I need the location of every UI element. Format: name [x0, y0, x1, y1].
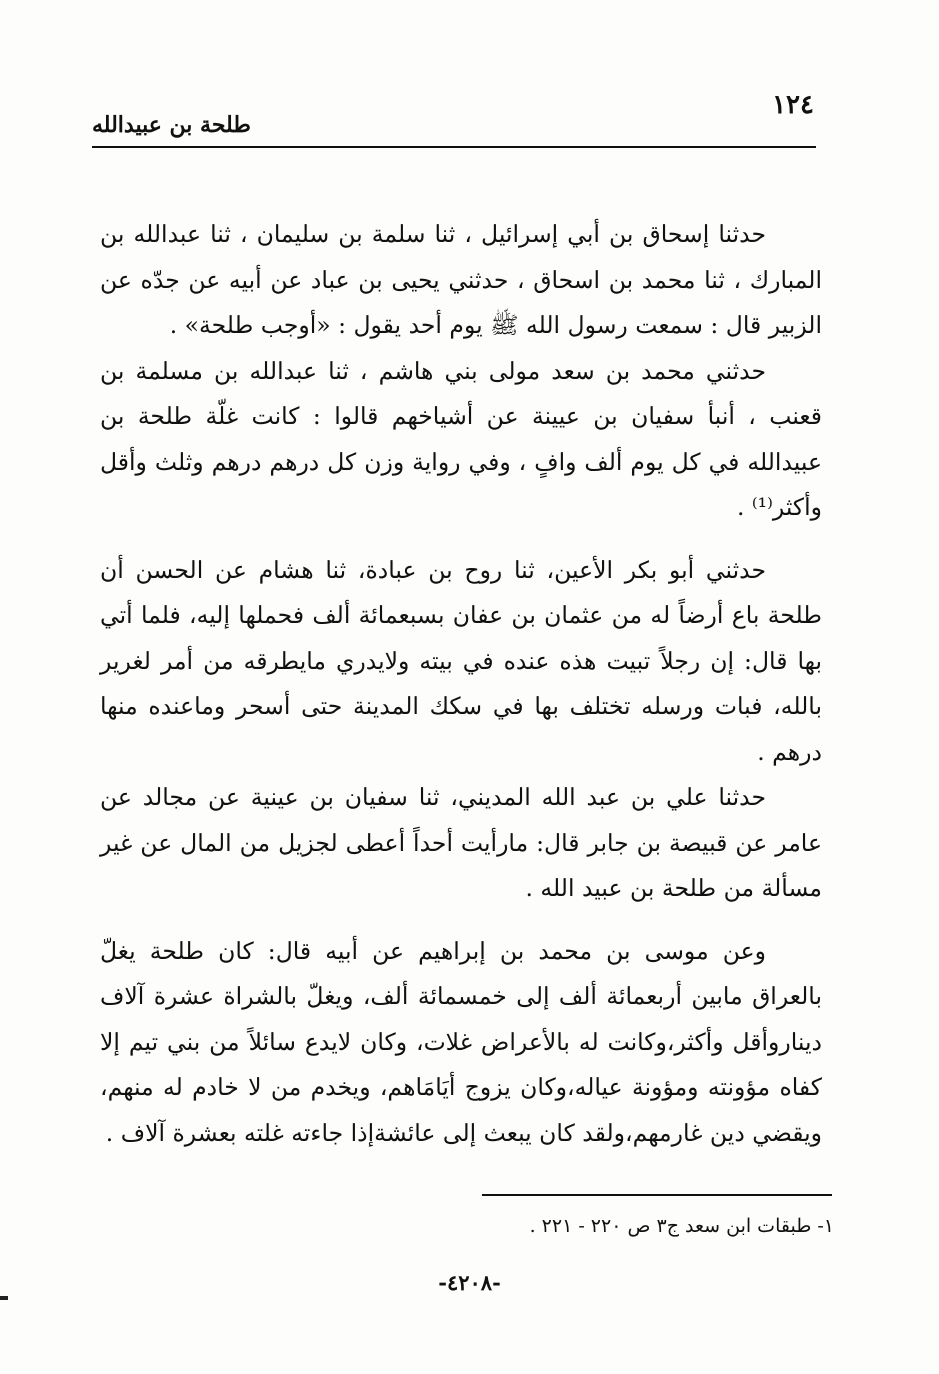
body-text: [100, 212, 822, 1156]
scan-edge-mark: [0, 1296, 8, 1300]
paragraph-2: حدثني محمد بن سعد مولى بني هاشم ، ثنا عبدالله بن مسلمة بن قعنب ، أنبأ سفيان بن عيينة عن أشياخهم قالوا : كانت غلّة طلحة بن عبيدالله في كل يوم ألف وافٍ ، وفي رواية وزن كل درهم درهم وثلث وأقل وأكثر⁽¹⁾ .: [100, 356, 822, 521]
running-title: طلحة بن عبيدالله: [92, 112, 251, 138]
footnote-rule: [482, 1194, 832, 1196]
footnote: ١- طبقات ابن سعد ج٣ ص ٢٢٠ - ٢٢١ .: [529, 1215, 834, 1237]
paragraph-4: حدثنا علي بن عبد الله المديني، ثنا سفيان بن عينية عن مجالد عن عامر عن قبيصة بن جابر قال: مارأيت أحداً أعطى لجزيل من المال عن غير مسألة من طلحة بن عبيد الله .: [100, 783, 822, 902]
paragraph-1: حدثنا إسحاق بن أبي إسرائيل ، ثنا سلمة بن سليمان ، ثنا عبدالله بن المبارك ، ثنا محمد بن اسحاق ، حدثني يحيى بن عباد عن أبيه عن جدّه عن الزبير قال : سمعت رسول الله ﷺ يوم أحد يقول : «أوجب طلحة» .: [100, 220, 822, 339]
header-rule: [92, 146, 816, 148]
page-number: ١٢٤: [772, 90, 814, 120]
page-header: [92, 92, 814, 152]
paragraph-5: وعن موسى بن محمد بن إبراهيم عن أبيه قال: كان طلحة يغلّ بالعراق مابين أربعمائة ألف إلى خمسمائة ألف، ويغلّ بالشراة عشرة آلاف ديناروأقل وأكثر،وكانت له بالأعراض غلات، وكان لايدع سائلاً من بني تيم إلا كفاه مؤونته ومؤونة عياله،وكان يزوج أيَامَاهم، ويخدم من لا خادم له منهم، ويقضي دين غارمهم،ولقد كان يبعث إلى عائشةإذا جاءته غلته بعشرة آلاف .: [100, 936, 822, 1147]
paragraph-3: حدثني أبو بكر الأعين، ثنا روح بن عبادة، ثنا هشام عن الحسن أن طلحة باع أرضاً له من عثمان بن عفان بسبعمائة ألف فحملها إليه، فلما أتي بها قال: إن رجلاً تبيت هذه عنده في بيته ولايدري مايطرقه من أمر لغرير بالله، فبات ورسله تختلف بها في سكك المدينة حتى أسحر وماعنده منها درهم .: [100, 555, 822, 766]
folio-number: -٤٢٠٨-: [438, 1270, 501, 1295]
